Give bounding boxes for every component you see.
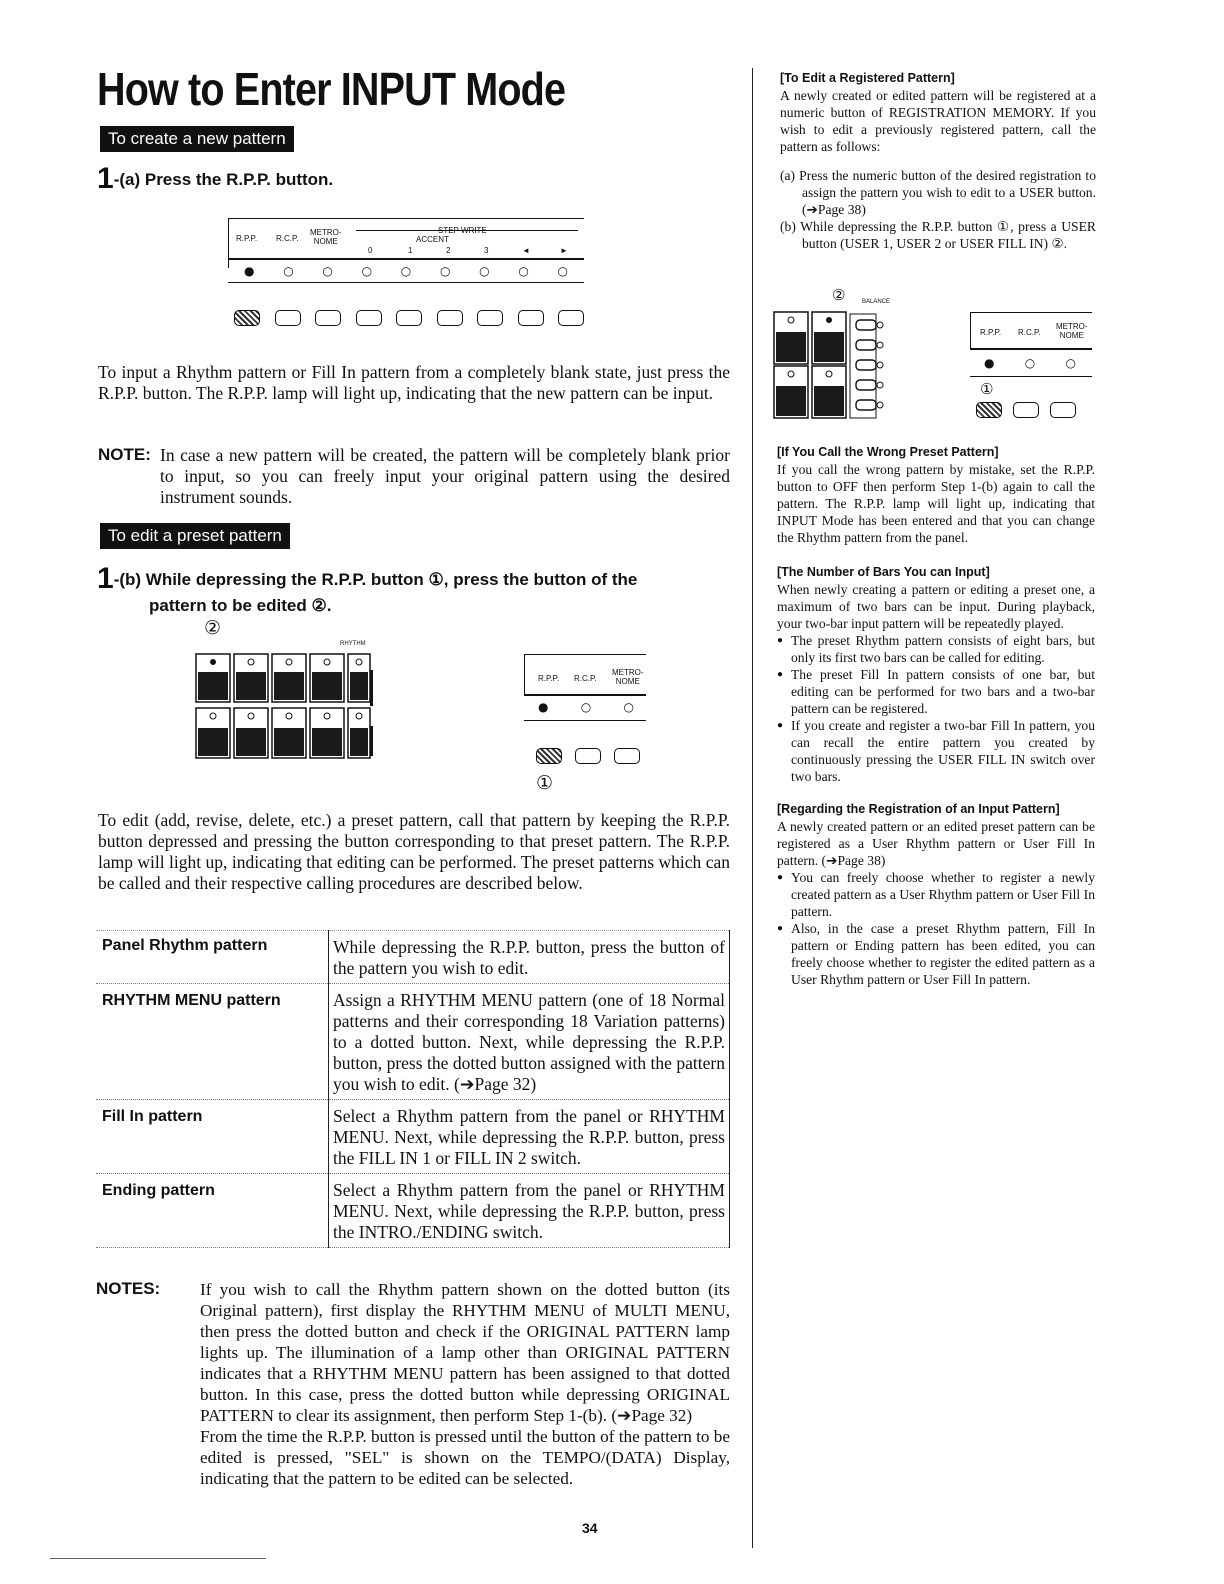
rhythm-button-face bbox=[198, 672, 228, 700]
note-text: In case a new pattern will be created, the pattern will be completely blank prior to input, so you can freely input your original pattern using the desired instrument sounds. bbox=[160, 445, 730, 507]
rhythm-row-bottom bbox=[196, 708, 370, 758]
panel-mid-line bbox=[228, 258, 584, 260]
edit-registered-text: A newly created or edited pattern will be registered at a numeric button of REGISTRATION MEMORY. If you wish to edit a previously registered pattern, call the pattern as follows: bbox=[780, 88, 1096, 154]
wrong-preset-text: If you call the wrong pattern by mistake, set the R.P.P. button to OFF then perform Step 1-(b) again to call the pattern. The R.P.P. lamp will light up, indicating that INPUT Mode has been entered and that you can change the Rhythm pattern from the panel. bbox=[777, 462, 1095, 545]
table-key: Ending pattern bbox=[102, 1182, 215, 1199]
note-label: NOTE: bbox=[98, 445, 151, 464]
notes-block bbox=[96, 1279, 730, 1489]
notes-p1: If you wish to call the Rhythm pattern shown on the dotted button (its Original pattern), first display the RHYTHM MENU of MULTI MENU, then press the dotted button and check if the ORIGINAL PATTERN lamp lights up. The illumination of a lamp other than ORIGINAL PATTERN indicates that a RHYTHM MENU pattern has been assigned to that dotted button. In this case, press the dotted button while depressing ORIGINAL PATTERN to clear its assignment, then perform Step 1-(b). (➔Page 32) bbox=[200, 1280, 730, 1425]
column-divider bbox=[752, 68, 753, 1548]
notes-label: NOTES: bbox=[96, 1279, 161, 1298]
notes-p2: From the time the R.P.P. button is pressed until the button of the pattern to be edited is pressed, "SEL" is shown on the TEMPO/(DATA) Display, indicating that the pattern to be edited can be selected. bbox=[200, 1427, 730, 1488]
lamp: ○ bbox=[361, 264, 373, 278]
edit-paragraph: To edit (add, revise, delete, etc.) a preset pattern, call that pattern by keeping the R.P.P. button depressed and pressing the button corresponding to that preset pattern. The R.P.P. lamp will light up, indicating that editing can be performed. The preset patterns which can be called and their respective calling procedures are described below. bbox=[98, 810, 730, 893]
number-of-bars-text: When newly creating a pattern or editing a preset one, a maximum of two bars can be input. During playback, your two-bar input pattern will be repeatedly played. bbox=[777, 582, 1095, 631]
step-text-2: pattern to be edited ②. bbox=[149, 596, 332, 615]
rhythm-button-face bbox=[350, 672, 368, 700]
procedure-table bbox=[96, 930, 730, 1248]
label-metronome: METRO- NOME bbox=[612, 668, 644, 686]
label-accent: ACCENT bbox=[416, 235, 449, 244]
rpp-button[interactable] bbox=[976, 402, 1002, 418]
section-header-edit: To edit a preset pattern bbox=[100, 523, 290, 549]
marker-2: ② bbox=[832, 286, 846, 304]
lamp-on: ● bbox=[244, 264, 255, 278]
lamp: ○ bbox=[518, 264, 529, 278]
button-row bbox=[536, 748, 640, 764]
lamp bbox=[877, 382, 883, 388]
lamp: ○ bbox=[623, 700, 634, 714]
panel-left-line bbox=[970, 312, 971, 350]
step-text-1: -(b) While depressing the R.P.P. button ①, press the button of the bbox=[113, 570, 638, 589]
heading-wrong-preset: [If You Call the Wrong Preset Pattern] bbox=[777, 445, 999, 459]
bars-bullet: ● If you create and register a two-bar Fill In pattern, you can recall the entire pattern you created by continuously pressing the USER FILL IN switch over two bars. bbox=[777, 717, 1095, 785]
digit-1: 1 bbox=[408, 246, 413, 255]
panel-button[interactable] bbox=[518, 310, 544, 326]
panel-button[interactable] bbox=[315, 310, 341, 326]
label-rcp: R.C.P. bbox=[574, 674, 597, 683]
button-row bbox=[234, 310, 584, 326]
table-value: Select a Rhythm pattern from the panel or RHYTHM MENU. Next, while depressing the R.P.P. button, press the INTRO./ENDING switch. bbox=[329, 1174, 730, 1248]
table-value: Assign a RHYTHM MENU pattern (one of 18 Normal patterns and their corresponding 18 Variation patterns) to a dotted button. Next, while depressing the R.P.P. button, press the dotted button assigned with the pattern you wish to edit. (➔Page 32) bbox=[329, 984, 730, 1100]
rhythm-label: RHYTHM bbox=[340, 641, 366, 647]
registration-bullet: ● You can freely choose whether to register a newly created pattern as a User Rhythm pattern or User Fill In pattern. bbox=[777, 869, 1095, 920]
panel-button[interactable] bbox=[356, 310, 382, 326]
rhythm-button-face bbox=[312, 672, 342, 700]
lamp: ○ bbox=[283, 264, 294, 278]
panel-button[interactable] bbox=[396, 310, 422, 326]
lamp-on bbox=[826, 317, 832, 323]
step-1a bbox=[97, 162, 333, 196]
lamp bbox=[788, 317, 794, 323]
rcp-button[interactable] bbox=[1013, 402, 1039, 418]
lamp bbox=[877, 342, 883, 348]
bars-bullet: ● The preset Fill In pattern consists of one bar, but editing can be performed for two bars and a two-bar pattern can be registered. bbox=[777, 666, 1095, 717]
rhythm-row-top bbox=[196, 654, 370, 702]
table-row bbox=[96, 1100, 730, 1174]
grid-edge bbox=[370, 670, 373, 706]
rhythm-button-face bbox=[274, 672, 304, 700]
lamp: ○ bbox=[439, 264, 451, 278]
digit-0: 0 bbox=[368, 246, 373, 255]
panel-mid-line bbox=[524, 694, 646, 696]
button-row bbox=[976, 402, 1076, 418]
step-a: (a) Press the numeric button of the desired registration to assign the pattern you wish to edit to a USER button. (➔Page 38) bbox=[780, 168, 1096, 217]
metronome-button[interactable] bbox=[614, 748, 640, 764]
rpp-small-panel bbox=[524, 654, 646, 764]
step-number: 1 bbox=[97, 162, 114, 195]
lamp bbox=[248, 659, 254, 665]
create-paragraph: To input a Rhythm pattern or Fill In pattern from a completely blank state, just press the R.P.P. button. The R.P.P. lamp will light up, indicating that the new pattern can be input. bbox=[98, 362, 730, 403]
table-key: RHYTHM MENU pattern bbox=[102, 992, 281, 1009]
panel-bottom-line bbox=[970, 376, 1092, 377]
lamp bbox=[826, 371, 832, 377]
lamp bbox=[286, 659, 292, 665]
panel-top-line bbox=[970, 312, 1092, 313]
balance-slider[interactable] bbox=[856, 360, 876, 370]
button-face bbox=[776, 386, 806, 416]
marker-1: ① bbox=[536, 772, 554, 794]
balance-slider[interactable] bbox=[856, 400, 876, 410]
rhythm-button-face bbox=[236, 672, 266, 700]
button-face bbox=[814, 332, 844, 362]
lamp: ○ bbox=[1024, 356, 1036, 370]
lamp bbox=[324, 713, 330, 719]
table-row bbox=[96, 984, 730, 1100]
arrow-left: ◄ bbox=[522, 246, 530, 255]
heading-number-of-bars: [The Number of Bars You can Input] bbox=[777, 565, 990, 579]
table-key: Fill In pattern bbox=[102, 1108, 203, 1125]
rhythm-button-face bbox=[312, 728, 342, 756]
rhythm-button-face bbox=[274, 728, 304, 756]
step-text: -(a) Press the R.P.P. button. bbox=[113, 170, 334, 189]
label-rcp: R.C.P. bbox=[276, 234, 299, 243]
panel-left-line bbox=[228, 218, 229, 268]
label-rpp: R.P.P. bbox=[980, 328, 1002, 337]
table-key: Panel Rhythm pattern bbox=[102, 937, 268, 954]
lamp bbox=[210, 713, 216, 719]
digit-2: 2 bbox=[446, 246, 451, 255]
label-metronome: METRO- NOME bbox=[1056, 322, 1088, 340]
lamp-row bbox=[984, 356, 1076, 370]
balance-slider[interactable] bbox=[856, 380, 876, 390]
lamp: ○ bbox=[322, 264, 333, 278]
digit-3: 3 bbox=[484, 246, 489, 255]
label-rcp: R.C.P. bbox=[1018, 328, 1041, 337]
balance-label: BALANCE bbox=[862, 299, 891, 305]
grid-edge bbox=[370, 726, 373, 756]
heading-edit-registered: [To Edit a Registered Pattern] bbox=[780, 71, 955, 85]
lamp: ○ bbox=[479, 264, 490, 278]
rhythm-button-face bbox=[350, 728, 368, 756]
rcp-button[interactable] bbox=[575, 748, 601, 764]
rpp-panel-figure bbox=[228, 214, 584, 334]
lamp bbox=[877, 402, 883, 408]
label-rpp: R.P.P. bbox=[538, 674, 560, 683]
lamp-row bbox=[228, 264, 584, 278]
table-value: Select a Rhythm pattern from the panel or RHYTHM MENU. Next, while depressing the R.P.P. button, press the FILL IN 1 or FILL IN 2 switch. bbox=[329, 1100, 730, 1174]
marker-2: ② bbox=[204, 617, 222, 639]
panel-button[interactable] bbox=[558, 310, 584, 326]
step-b: (b) While depressing the R.P.P. button ①, press a USER button (USER 1, USER 2 or USER FILL IN) ②. bbox=[780, 219, 1096, 251]
lamp bbox=[877, 322, 883, 328]
section-header-create: To create a new pattern bbox=[100, 126, 294, 152]
step-1b bbox=[97, 562, 731, 616]
lamp bbox=[356, 659, 362, 665]
lamp bbox=[324, 659, 330, 665]
right-column-lower bbox=[777, 444, 1095, 988]
panel-button[interactable] bbox=[275, 310, 301, 326]
table-value: While depressing the R.P.P. button, press the button of the pattern you wish to edit. bbox=[329, 931, 730, 984]
button-face bbox=[776, 332, 806, 362]
right-column bbox=[780, 70, 1096, 252]
page-number: 34 bbox=[582, 1520, 598, 1536]
lamp: ○ bbox=[400, 264, 412, 278]
step-write-line bbox=[356, 230, 578, 231]
registration-bullet: ● Also, in the case a preset Rhythm pattern, Fill In pattern or Ending pattern has been edited, you can freely choose whether to register the edited pattern as a User Rhythm pattern or User Fill In pattern. bbox=[777, 920, 1095, 988]
lamp-on: ● bbox=[984, 356, 995, 370]
rpp-button[interactable] bbox=[234, 310, 260, 326]
panel-button[interactable] bbox=[477, 310, 503, 326]
panel-top-line bbox=[524, 654, 646, 655]
lamp bbox=[356, 713, 362, 719]
panel-bottom-line bbox=[228, 282, 584, 283]
panel-top-line bbox=[228, 218, 584, 219]
panel-button[interactable] bbox=[437, 310, 463, 326]
panel-mid-line bbox=[970, 348, 1092, 350]
lamp bbox=[788, 371, 794, 377]
rhythm-button-face bbox=[236, 728, 266, 756]
page-title: How to Enter INPUT Mode bbox=[97, 63, 566, 115]
lamp bbox=[877, 362, 883, 368]
marker-1: ① bbox=[980, 380, 994, 398]
table-row bbox=[96, 931, 730, 984]
balance-slider[interactable] bbox=[856, 320, 876, 330]
rpp-small-panel-right bbox=[970, 312, 1092, 422]
label-metronome: METRO- NOME bbox=[310, 228, 342, 246]
table-row bbox=[96, 1174, 730, 1248]
label-rpp: R.P.P. bbox=[236, 234, 258, 243]
lamp: ○ bbox=[1065, 356, 1076, 370]
note-block bbox=[98, 445, 730, 508]
heading-registration: [Regarding the Registration of an Input Pattern] bbox=[777, 802, 1060, 816]
metronome-button[interactable] bbox=[1050, 402, 1076, 418]
lamp bbox=[248, 713, 254, 719]
lamp: ○ bbox=[557, 264, 568, 278]
lamp bbox=[286, 713, 292, 719]
scan-artifact-line bbox=[50, 1558, 266, 1559]
balance-slider[interactable] bbox=[856, 340, 876, 350]
arrow-right: ► bbox=[560, 246, 568, 255]
rhythm-button-face bbox=[198, 728, 228, 756]
bars-bullet: ● The preset Rhythm pattern consists of eight bars, but only its first two bars can be called for editing. bbox=[777, 632, 1095, 666]
panel-bottom-line bbox=[524, 720, 646, 721]
step-number: 1 bbox=[97, 562, 114, 595]
lamp-on bbox=[210, 659, 216, 665]
rhythm-button-grid bbox=[194, 650, 374, 764]
lamp-on: ● bbox=[538, 700, 549, 714]
button-face bbox=[814, 386, 844, 416]
rpp-button[interactable] bbox=[536, 748, 562, 764]
registration-text: A newly created pattern or an edited preset pattern can be registered as a User Rhythm pattern or User Fill In pattern. (➔Page 38) bbox=[777, 819, 1095, 868]
user-button-figure bbox=[772, 308, 908, 420]
lamp: ○ bbox=[580, 700, 592, 714]
lamp-row bbox=[538, 700, 634, 714]
panel-left-line bbox=[524, 654, 525, 696]
